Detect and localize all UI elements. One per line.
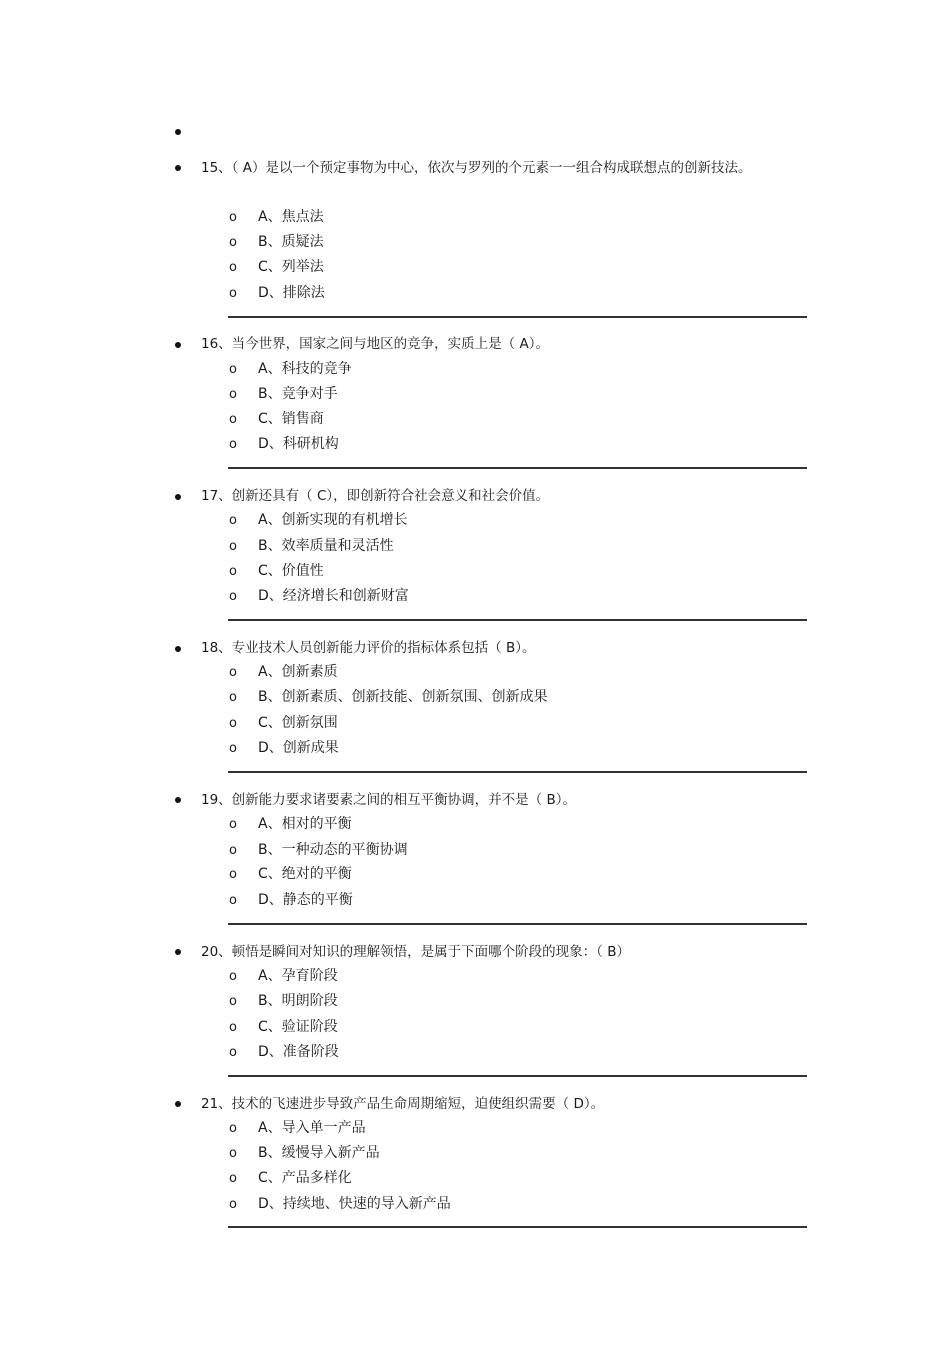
option-label: A、导入单一产品	[258, 1120, 366, 1136]
option-marker: o	[229, 665, 237, 680]
option-label: B、明朗阶段	[258, 993, 338, 1009]
separator-line	[228, 467, 807, 469]
option-item	[229, 534, 394, 559]
option-label: B、一种动态的平衡协调	[258, 842, 408, 858]
option-item	[229, 888, 353, 913]
option-item	[229, 685, 548, 710]
option-marker: o	[229, 994, 237, 1009]
separator-line	[228, 1075, 807, 1077]
option-label: A、创新素质	[258, 664, 338, 680]
question-bullet	[175, 1101, 181, 1107]
option-label: C、创新氛围	[258, 715, 338, 731]
option-label: A、焦点法	[258, 209, 324, 225]
option-marker: o	[229, 817, 237, 832]
option-marker: o	[229, 690, 237, 705]
option-label: D、经济增长和创新财富	[258, 588, 409, 604]
option-label: B、缓慢导入新产品	[258, 1145, 380, 1161]
option-label: D、静态的平衡	[258, 892, 353, 908]
option-item	[229, 382, 338, 407]
option-marker: o	[229, 286, 237, 301]
question-bullet	[175, 949, 181, 955]
option-label: D、排除法	[258, 285, 325, 301]
option-marker: o	[229, 1121, 237, 1136]
option-marker: o	[229, 1045, 237, 1060]
option-item	[229, 1040, 339, 1065]
question-20-text: 20、顿悟是瞬间对知识的理解领悟，是属于下面哪个阶段的现象：（ B）	[201, 944, 630, 960]
option-marker: o	[229, 589, 237, 604]
option-label: B、效率质量和灵活性	[258, 538, 394, 554]
option-marker: o	[229, 1146, 237, 1161]
question-15-text: 15、（ A）是以一个预定事物为中心，依次与罗列的个元素一一组合构成联想点的创新技法。	[201, 160, 752, 176]
option-label: A、孕育阶段	[258, 968, 338, 984]
option-label: B、创新素质、创新技能、创新氛围、创新成果	[258, 689, 548, 705]
option-item	[229, 230, 324, 255]
option-marker: o	[229, 1197, 237, 1212]
option-label: D、科研机构	[258, 436, 339, 452]
separator-line	[228, 1226, 807, 1228]
option-marker: o	[229, 437, 237, 452]
option-marker: o	[229, 893, 237, 908]
option-item	[229, 1015, 338, 1040]
separator-line	[228, 619, 807, 621]
question-bullet	[175, 494, 181, 500]
option-label: D、持续地、快速的导入新产品	[258, 1196, 451, 1212]
option-label: C、绝对的平衡	[258, 866, 352, 882]
option-item	[229, 407, 324, 432]
option-item	[229, 1116, 366, 1141]
option-item	[229, 812, 352, 837]
option-marker: o	[229, 716, 237, 731]
option-label: A、科技的竞争	[258, 361, 352, 377]
option-item	[229, 205, 324, 230]
option-marker: o	[229, 513, 237, 528]
option-marker: o	[229, 387, 237, 402]
option-label: A、相对的平衡	[258, 816, 352, 832]
option-label: D、创新成果	[258, 740, 339, 756]
option-marker: o	[229, 741, 237, 756]
option-marker: o	[229, 843, 237, 858]
option-item	[229, 1192, 451, 1217]
question-bullet	[175, 797, 181, 803]
option-item	[229, 584, 409, 609]
option-marker: o	[229, 235, 237, 250]
question-17-text: 17、创新还具有（ C），即创新符合社会意义和社会价值。	[201, 488, 550, 504]
option-marker: o	[229, 564, 237, 579]
option-marker: o	[229, 260, 237, 275]
question-bullet	[175, 342, 181, 348]
option-label: C、价值性	[258, 563, 324, 579]
question-bullet	[175, 646, 181, 652]
option-item	[229, 838, 408, 863]
option-marker: o	[229, 539, 237, 554]
option-item	[229, 559, 324, 584]
option-label: B、竞争对手	[258, 386, 338, 402]
question-18-text: 18、专业技术人员创新能力评价的指标体系包括（ B）。	[201, 640, 536, 656]
option-label: C、销售商	[258, 411, 324, 427]
option-item	[229, 255, 324, 280]
option-item	[229, 711, 338, 736]
option-item	[229, 432, 339, 457]
option-label: C、列举法	[258, 259, 324, 275]
question-bullet	[175, 165, 181, 171]
separator-line	[228, 316, 807, 318]
option-label: B、质疑法	[258, 234, 324, 250]
option-item	[229, 357, 352, 382]
option-item	[229, 964, 338, 989]
question-19-text: 19、创新能力要求诸要素之间的相互平衡协调，并不是（ B）。	[201, 792, 576, 808]
option-label: A、创新实现的有机增长	[258, 512, 408, 528]
option-marker: o	[229, 1020, 237, 1035]
option-item	[229, 508, 408, 533]
option-marker: o	[229, 362, 237, 377]
option-item	[229, 1166, 352, 1191]
option-item	[229, 989, 338, 1014]
option-item	[229, 660, 338, 685]
option-marker: o	[229, 210, 237, 225]
separator-line	[228, 771, 807, 773]
option-marker: o	[229, 412, 237, 427]
option-marker: o	[229, 1171, 237, 1186]
option-marker: o	[229, 969, 237, 984]
option-item	[229, 281, 325, 306]
option-item	[229, 1141, 380, 1166]
question-21-text: 21、技术的飞速进步导致产品生命周期缩短，迫使组织需要（ D）。	[201, 1096, 605, 1112]
question-16-text: 16、当今世界，国家之间与地区的竞争，实质上是（ A）。	[201, 336, 549, 352]
empty-list-bullet	[175, 129, 181, 135]
option-item	[229, 862, 352, 887]
option-label: C、验证阶段	[258, 1019, 338, 1035]
option-label: D、准备阶段	[258, 1044, 339, 1060]
option-item	[229, 736, 339, 761]
option-marker: o	[229, 867, 237, 882]
option-label: C、产品多样化	[258, 1170, 352, 1186]
separator-line	[228, 923, 807, 925]
